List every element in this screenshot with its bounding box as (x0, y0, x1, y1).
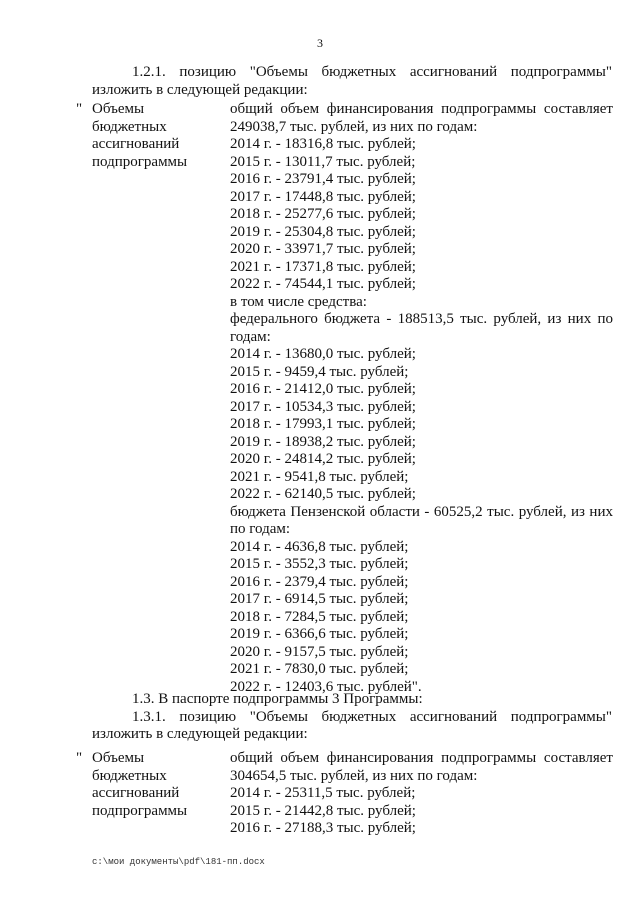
label-line: подпрограммы (92, 802, 188, 819)
value-line: 2022 г. - 62140,5 тыс. рублей; (230, 486, 416, 502)
section-1-3-1-table (0, 750, 640, 845)
value-line: общий объем финансирования подпрограммы составляет (230, 750, 613, 766)
label-line: Объемы (92, 750, 145, 766)
value-line: 2019 г. - 18938,2 тыс. рублей; (230, 433, 416, 450)
label-line: бюджетных (92, 118, 167, 135)
footer-file-path: c:\мои документы\pdf\181-пп.docx (92, 857, 265, 867)
label-line: ассигнований (92, 785, 180, 801)
page-number: 3 (317, 36, 323, 50)
value-line: 249038,7 тыс. рублей, из них по годам: (230, 118, 478, 135)
value-line: 2017 г. - 10534,3 тыс. рублей; (230, 398, 416, 415)
section-1-2-1-intro (92, 64, 612, 99)
value-line: федерального бюджета - 188513,5 тыс. рублей, из них по (230, 311, 613, 327)
value-line: 2021 г. - 7830,0 тыс. рублей; (230, 661, 409, 677)
value-line: 2014 г. - 18316,8 тыс. рублей; (230, 136, 416, 152)
value-line: 2018 г. - 7284,5 тыс. рублей; (230, 608, 409, 625)
value-line: 2021 г. - 17371,8 тыс. рублей; (230, 258, 416, 275)
label-line: ассигнований (92, 136, 180, 152)
value-line: 2022 г. - 74544,1 тыс. рублей; (230, 276, 416, 292)
section-1-3-heading: 1.3. В паспорте подпрограммы 3 Программы: (132, 691, 423, 707)
section-1-3-1-intro-line2: изложить в следующей редакции: (92, 726, 308, 742)
value-line: 2014 г. - 4636,8 тыс. рублей; (230, 538, 409, 555)
left-label-column (92, 750, 212, 820)
value-line: 2016 г. - 27188,3 тыс. рублей; (230, 820, 416, 836)
label-line: бюджетных (92, 767, 167, 784)
value-line: 2015 г. - 9459,4 тыс. рублей; (230, 363, 409, 380)
value-line: 2016 г. - 21412,0 тыс. рублей; (230, 381, 416, 397)
value-line: 2019 г. - 25304,8 тыс. рублей; (230, 223, 416, 240)
value-line: 2014 г. - 13680,0 тыс. рублей; (230, 346, 416, 362)
value-line: 2022 г. - 12403,6 тыс. рублей". (230, 678, 422, 695)
quote-mark-open: " (76, 101, 83, 117)
value-line: 2015 г. - 13011,7 тыс. рублей; (230, 153, 416, 170)
value-line: 2016 г. - 23791,4 тыс. рублей; (230, 171, 416, 187)
section-1-2-1-table (0, 101, 640, 695)
label-line: подпрограммы (92, 153, 188, 170)
value-line: 2015 г. - 3552,3 тыс. рублей; (230, 556, 409, 572)
value-line: 2021 г. - 9541,8 тыс. рублей; (230, 468, 409, 485)
value-line: 2020 г. - 9157,5 тыс. рублей; (230, 643, 409, 660)
value-line: 2015 г. - 21442,8 тыс. рублей; (230, 802, 416, 819)
section-1-3-intro (92, 691, 612, 744)
section-1-2-1-intro-line2: изложить в следующей редакции: (92, 81, 308, 98)
section-1-3-1-intro-line1: 1.3.1. позицию "Объемы бюджетных ассигнований подпрограммы" (132, 708, 612, 725)
value-line: 2017 г. - 6914,5 тыс. рублей; (230, 591, 409, 607)
right-value-column (230, 101, 613, 696)
value-line: 2018 г. - 17993,1 тыс. рублей; (230, 416, 416, 432)
value-line: 2014 г. - 25311,5 тыс. рублей; (230, 785, 416, 801)
quote-mark-open: " (76, 750, 83, 766)
value-line: бюджета Пензенской области - 60525,2 тыс. рублей, из них (230, 503, 613, 520)
right-value-column (230, 750, 613, 838)
left-label-column (92, 101, 212, 171)
value-line: годам: (230, 328, 271, 345)
value-line: 304654,5 тыс. рублей, из них по годам: (230, 767, 478, 784)
value-line: 2020 г. - 24814,2 тыс. рублей; (230, 451, 416, 467)
value-line: 2016 г. - 2379,4 тыс. рублей; (230, 573, 409, 590)
value-line: по годам: (230, 521, 291, 537)
value-line: 2017 г. - 17448,8 тыс. рублей; (230, 188, 416, 205)
value-line: общий объем финансирования подпрограммы составляет (230, 101, 613, 117)
value-line: 2020 г. - 33971,7 тыс. рублей; (230, 241, 416, 257)
section-1-2-1-intro-line1: 1.2.1. позицию "Объемы бюджетных ассигнований подпрограммы" (132, 64, 612, 80)
value-line: 2019 г. - 6366,6 тыс. рублей; (230, 626, 409, 642)
value-line: в том числе средства: (230, 293, 367, 310)
label-line: Объемы (92, 101, 145, 117)
value-line: 2018 г. - 25277,6 тыс. рублей; (230, 206, 416, 222)
